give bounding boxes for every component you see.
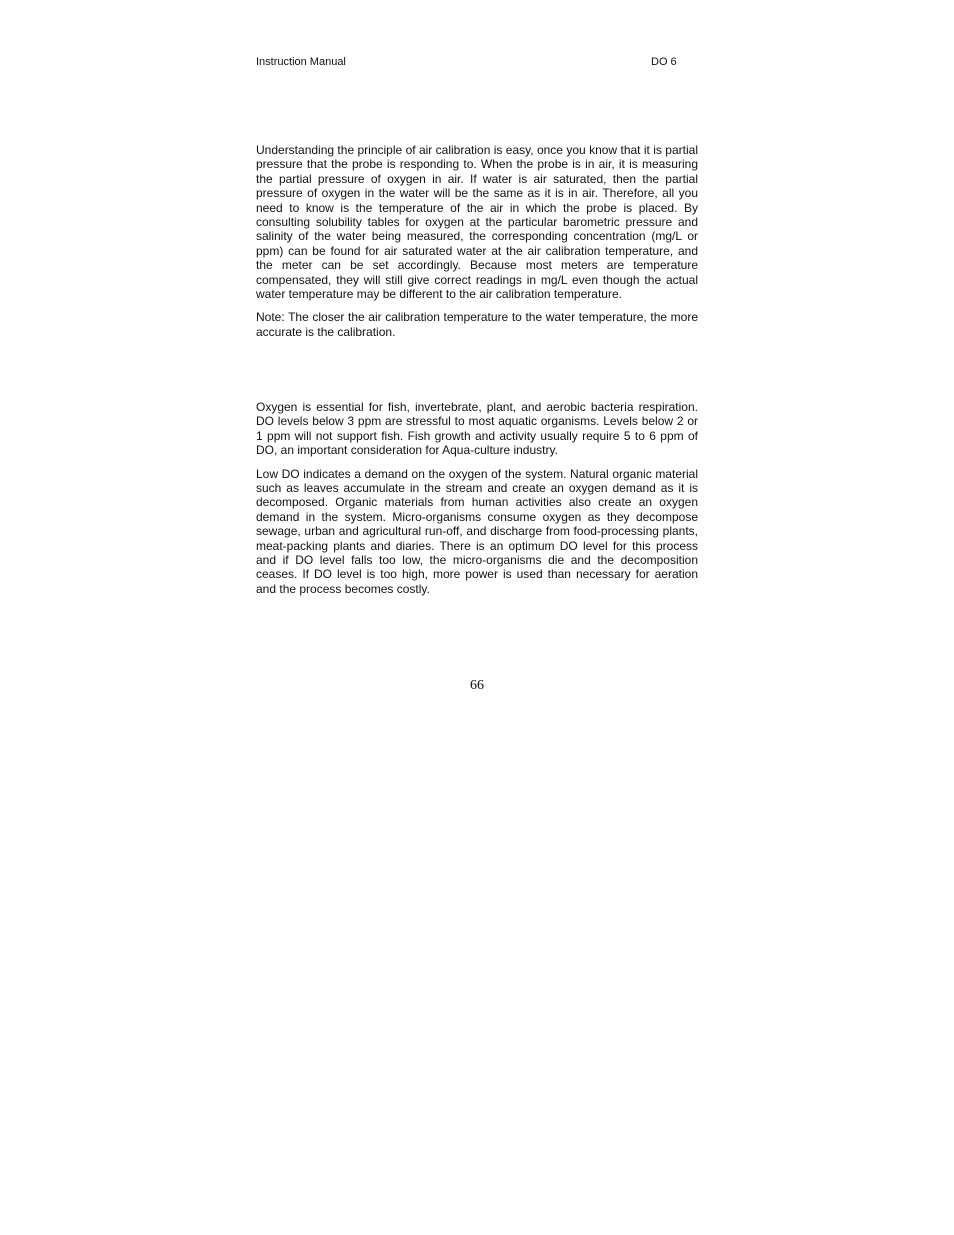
air-calibration-section [256,143,698,348]
calibration-note: Note: The closer the air calibration temperature to the water temperature, the more accurate is the calibration. [256,310,698,339]
page-number: 66 [470,678,484,693]
oxygen-essential-paragraph: Oxygen is essential for fish, invertebrate, plant, and aerobic bacteria respiration. DO levels below 3 ppm are stressful to most aquatic organisms. Levels below 2 or 1 ppm will not support fish. Fish growth and activity usually require 5 to 6 ppm of DO, an important consideration for Aqua-culture industry. [256,400,698,458]
header-manual-title: Instruction Manual [256,56,346,68]
header-model: DO 6 [651,56,677,68]
low-do-paragraph: Low DO indicates a demand on the oxygen of the system. Natural organic material such as leaves accumulate in the stream and create an oxygen demand as it is decomposed. Organic materials from human activities also create an oxygen demand in the system. Micro-organisms consume oxygen as they decompose sewage, urban and agricultural run-off, and discharge from food-processing plants, meat-packing plants and diaries. There is an optimum DO level for this process and if DO level falls too low, the micro-organisms die and the decomposition ceases. If DO level is too high, more power is used than necessary for aeration and the process becomes costly. [256,466,698,596]
oxygen-importance-section [256,400,698,605]
air-calibration-paragraph: Understanding the principle of air calibration is easy, once you know that it is partial pressure that the probe is responding to. When the probe is in air, it is measuring the partial pressure of oxygen in air. If water is air saturated, then the partial pressure of oxygen in the water will be the same as it is in air. Therefore, all you need to know is the temperature of the air in which the probe is placed. By consulting solubility tables for oxygen at the particular barometric pressure and salinity of the water being measured, the corresponding concentration (mg/L or ppm) can be found for air saturated water at the air calibration temperature, and the meter can be set accordingly. Because most meters are temperature compensated, they will still give correct readings in mg/L even though the actual water temperature may be different to the air calibration temperature. [256,143,698,302]
